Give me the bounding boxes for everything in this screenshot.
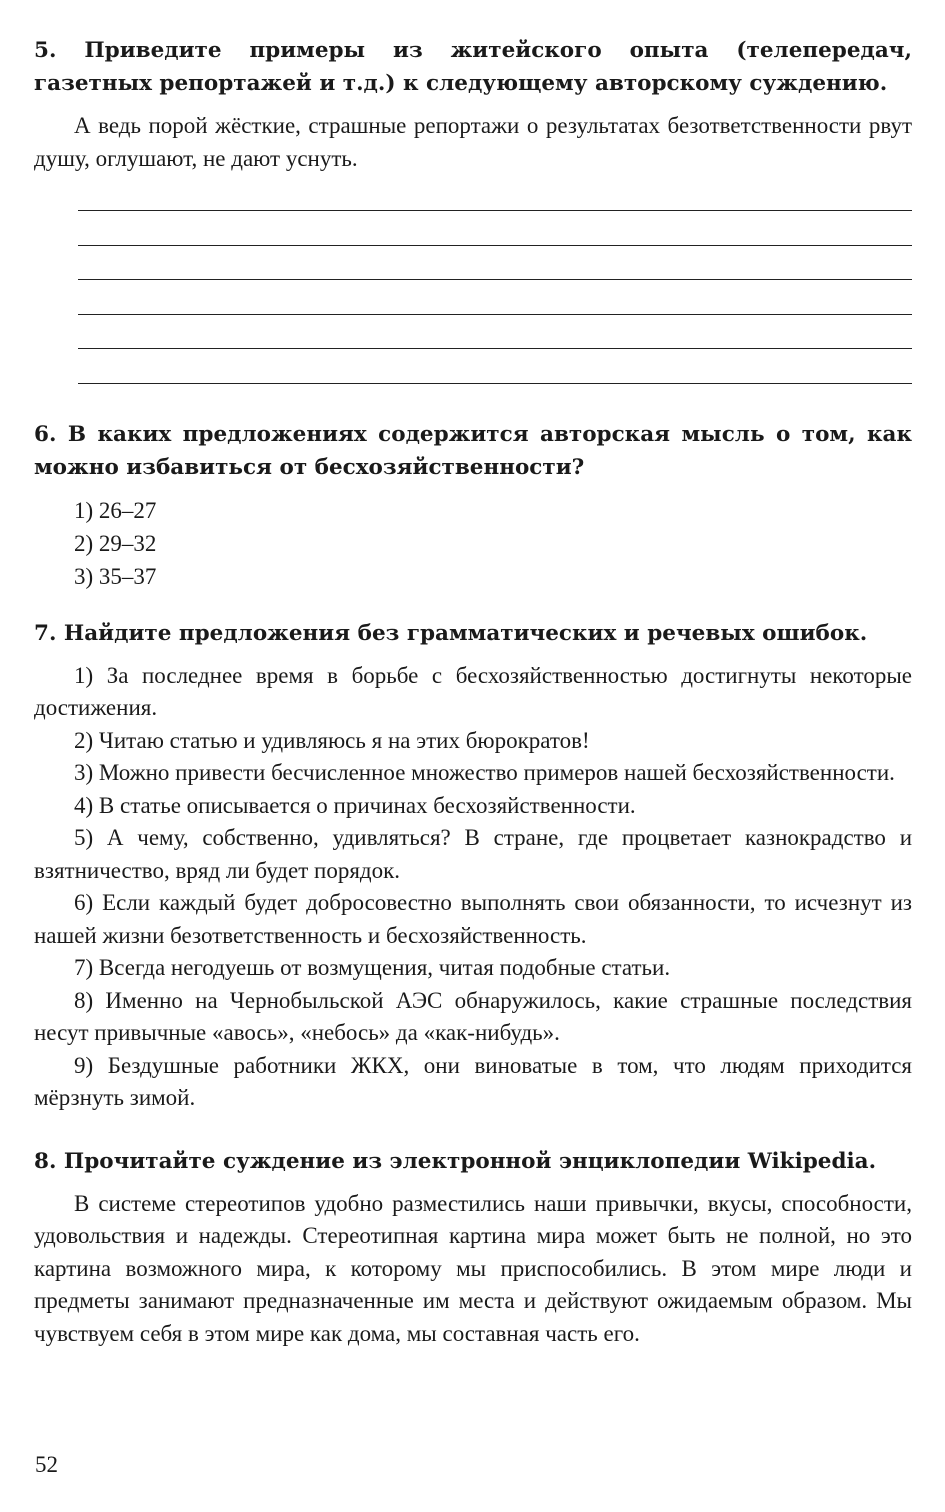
answer-line[interactable] [78, 195, 912, 211]
task-6-title: 6. В каких предложениях содержится авторская мысль о том, как можно избавиться от бесхозяйственности? [34, 421, 912, 480]
task-7 [34, 617, 912, 1115]
task-6 [34, 418, 912, 593]
sentence-6: 6) Если каждый будет добросовестно выполнять свои обязанности, то исчезнут из нашей жизни безответственность и бесхозяйственность. [34, 890, 912, 948]
sentence-1: 1) За последнее время в борьбе с бесхозяйственностью достигнуты некоторые достижения. [34, 662, 912, 720]
answer-line[interactable] [78, 315, 912, 350]
option-1: 1) 26–27 [74, 497, 157, 523]
option-2: 2) 29–32 [74, 530, 157, 556]
answer-line[interactable] [78, 349, 912, 384]
page-number: 52 [35, 1452, 58, 1477]
task-8-quote: В системе стереотипов удобно разместились наши привычки, вкусы, способности, удовольствия и надежды. Стереотипная картина мира может быть не полной, но это картина возможного мира, к которому мы приспособились. В этом мире люди и предметы занимают предназначенные им места и действуют ожидаемым образом. Мы чувствуем себя в этом мире как дома, мы составная часть его. [34, 1190, 912, 1346]
option-3: 3) 35–37 [74, 563, 157, 589]
sentence-2: 2) Читаю статью и удивляюсь я на этих бюрократов! [74, 727, 590, 753]
answer-lines[interactable] [78, 195, 912, 384]
workbook-page [34, 34, 912, 1350]
sentence-8: 8) Именно на Чернобыльской АЭС обнаружилось, какие страшные последствия несут привычные «авось», «небось» да «как-нибудь». [34, 987, 912, 1045]
task-5 [34, 34, 912, 384]
task-5-title: 5. Приведите примеры из житейского опыта (телепередач, газетных репортажей и т.д.) к следующему авторскому суждению. [34, 38, 912, 96]
answer-line[interactable] [78, 211, 912, 246]
sentence-5: 5) А чему, собственно, удивляться? В стране, где процветает казнокрадство и взятничество, вряд ли будет порядок. [34, 825, 912, 883]
sentence-9: 9) Бездушные работники ЖКХ, они виноватые в том, что людям приходится мёрзнуть зимой. [34, 1052, 912, 1110]
answer-line[interactable] [78, 280, 912, 315]
answer-line[interactable] [78, 246, 912, 281]
sentence-3: 3) Можно привести бесчисленное множество примеров нашей бесхозяйственности. [74, 760, 895, 785]
task-7-title: 7. Найдите предложения без грамматических и речевых ошибок. [34, 620, 868, 646]
task-6-options [74, 494, 912, 593]
task-7-items [34, 660, 912, 1115]
task-5-quote: А ведь порой жёсткие, страшные репортажи о результатах безответственности рвут душу, оглушают, не дают уснуть. [34, 113, 912, 171]
task-8 [34, 1145, 912, 1351]
sentence-4: 4) В статье описывается о причинах бесхозяйственности. [74, 792, 636, 818]
task-8-title: 8. Прочитайте суждение из электронной энциклопедии Wikipedia. [34, 1148, 877, 1174]
sentence-7: 7) Всегда негодуешь от возмущения, читая подобные статьи. [74, 955, 671, 980]
